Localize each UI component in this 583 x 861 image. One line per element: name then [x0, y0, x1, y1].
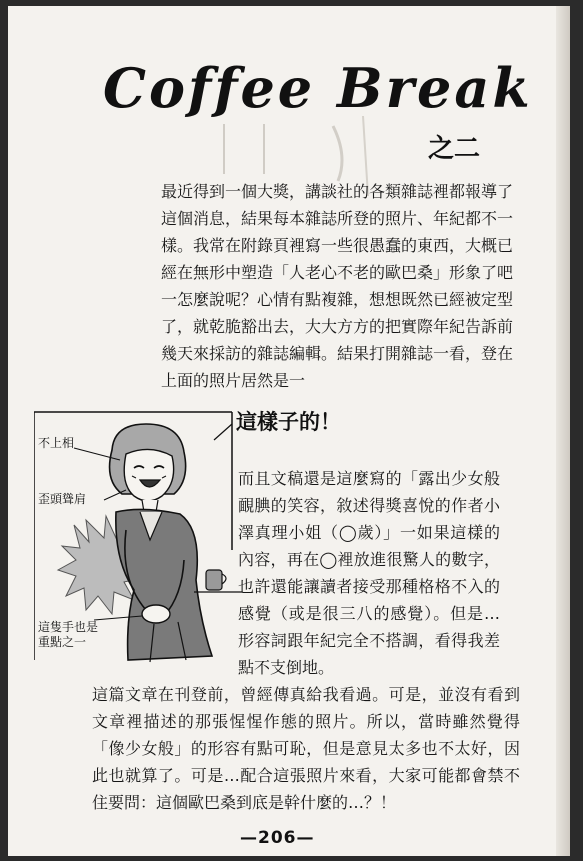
- paragraph-1: 最近得到一個大獎，講談社的各類雜誌裡都報導了這個消息，結果每本雜誌所登的照片、年紀都不一樣。我常在附錄頁裡寫一些很愚蠢的東西，大概已經在無形中塑造「人老心不老的歐巴桑」形象了吧一怎麼說呢？心情有點複雜，想想既然已經被定型了，就乾脆豁出去，大大方方的把實際年紀告訴前幾天來採訪的雜誌編輯。結果打開雜誌一看，登在上面的照片居然是一: [161, 182, 514, 390]
- callout-hand-note: 這隻手也是重點之一: [38, 620, 99, 649]
- page-subtitle: 之二: [428, 134, 481, 164]
- exclamation-caption: 這樣子的！: [236, 410, 341, 434]
- paragraph-2: 而且文稿還是這麼寫的「露出少女般靦腆的笑容，敘述得獎喜悅的作者小澤真理小姐（◯歲）」一如果這樣的內容，再在◯裡放進很驚人的數字，也許還能讓讀者接受那種格格不入的感覺（或是很三八的感覺）。但是…形容詞跟年紀完全不搭調，看得我差點不支倒地。: [238, 469, 500, 677]
- callout-tilted-head: 歪頭聳肩: [38, 492, 87, 506]
- callout-unphotogenic: 不上相: [38, 436, 75, 450]
- paragraph-3: 這篇文章在刊登前，曾經傳真給我看過。可是，並沒有看到文章裡描述的那張惺惺作態的照片。所以，當時雖然覺得「像少女般」的形容有點可恥，但是意見太多也不太好，因此也就算了。可是…配合這張照片來看，大家可能都會禁不住要問：這個歐巴桑到底是幹什麼的…？！: [92, 685, 520, 812]
- page-title: Coffee Break: [103, 56, 533, 120]
- page-number: —206—: [240, 828, 315, 848]
- book-page: [8, 6, 570, 856]
